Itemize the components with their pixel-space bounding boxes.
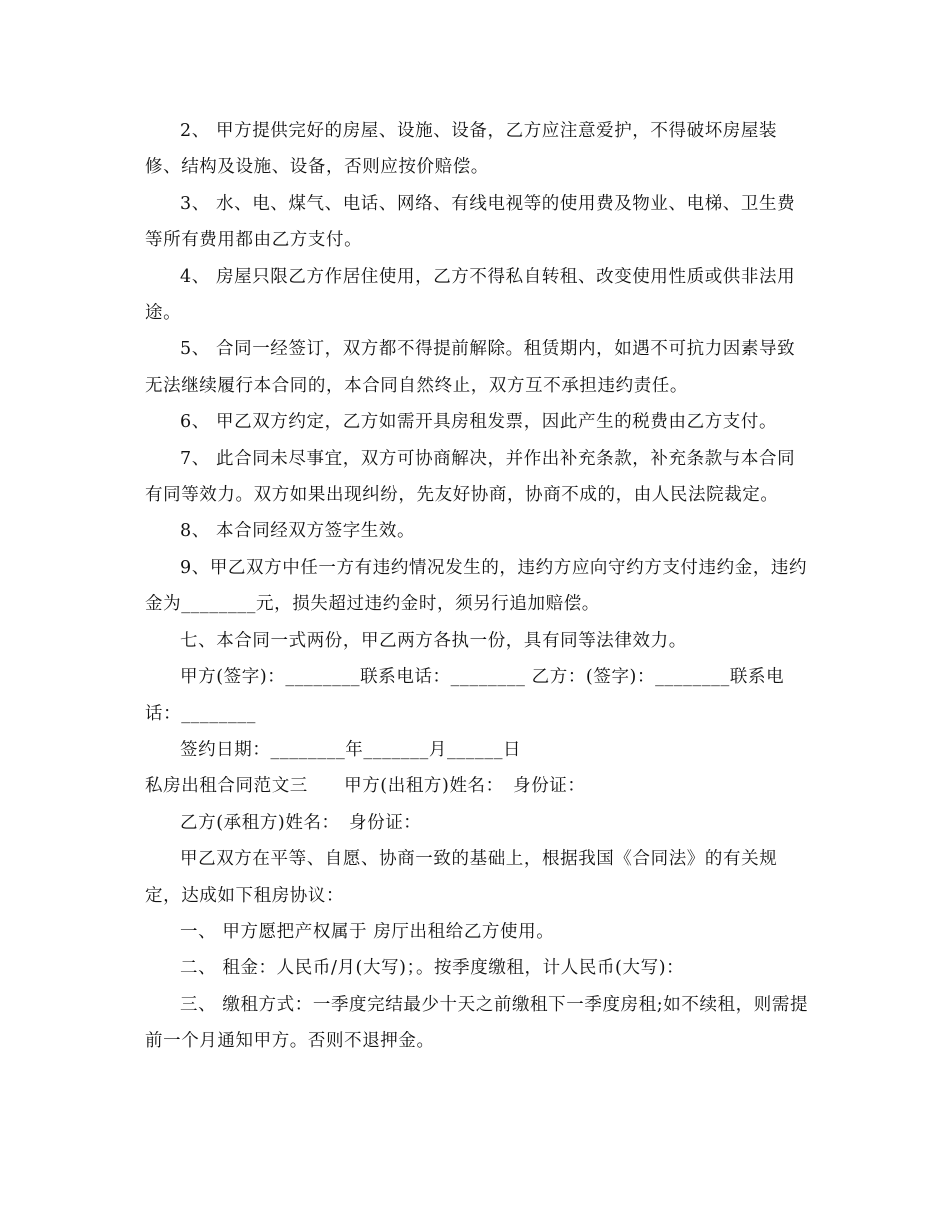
signing-date: 签约日期：________年_______月______日 <box>180 739 522 760</box>
section-7: 七、本合同一式两份，甲乙两方各执一份，具有同等法律效力。 <box>180 630 687 651</box>
clause-5: 5、 合同一经签订，双方都不得提前解除。租赁期内，如遇不可抗力因素导致无法继续履行本合同的，本合同自然终止，双方互不承担违约责任。 <box>145 339 796 396</box>
article-3: 三、 缴租方式：一季度完结最少十天之前缴租下一季度房租;如不续租，则需提前一个月通知甲方。否则不退押金。 <box>145 994 809 1052</box>
sample-three-heading: 私房出租合同范文三 甲方(出租方)姓名： 身份证： <box>145 776 586 797</box>
article-2: 二、 租金：人民币/月(大写)；。按季度缴租，计人民币(大写)： <box>180 958 685 979</box>
clause-4: 4、 房屋只限乙方作居住使用，乙方不得私自转租、改变使用性质或供非法用途。 <box>145 266 796 324</box>
article-1: 一、 甲方愿把产权属于 房厅出租给乙方使用。 <box>180 921 555 942</box>
clause-9: 9、甲乙双方中任一方有违约情况发生的，违约方应向守约方支付违约金，违约金为________元，损失超过违约金时，须另行追加赔偿。 <box>145 557 808 615</box>
clause-2: 2、 甲方提供完好的房屋、设施、设备，乙方应注意爱护，不得破坏房屋装修、结构及设施、设备，否则应按价赔偿。 <box>145 121 778 178</box>
clause-8: 8、 本合同经双方签字生效。 <box>180 521 416 542</box>
clause-7: 7、 此合同未尽事宜，双方可协商解决，并作出补充条款，补充条款与本合同有同等效力。双方如果出现纠纷，先友好协商，协商不成的，由人民法院裁定。 <box>145 448 796 506</box>
clause-6: 6、 甲乙双方约定，乙方如需开具房租发票，因此产生的税费由乙方支付。 <box>180 412 778 433</box>
party-b-info: 乙方(承租方)姓名： 身份证： <box>180 812 422 833</box>
clause-3: 3、 水、电、煤气、电话、网络、有线电视等的使用费及物业、电梯、卫生费等所有费用都由乙方支付。 <box>145 193 796 251</box>
preamble: 甲乙双方在平等、自愿、协商一致的基础上，根据我国《合同法》的有关规定，达成如下租房协议： <box>145 849 778 906</box>
signature-line: 甲方(签字)：________联系电话：________ 乙方：(签字)：________联系电话：________ <box>145 667 785 724</box>
contract-body <box>145 113 810 1060</box>
